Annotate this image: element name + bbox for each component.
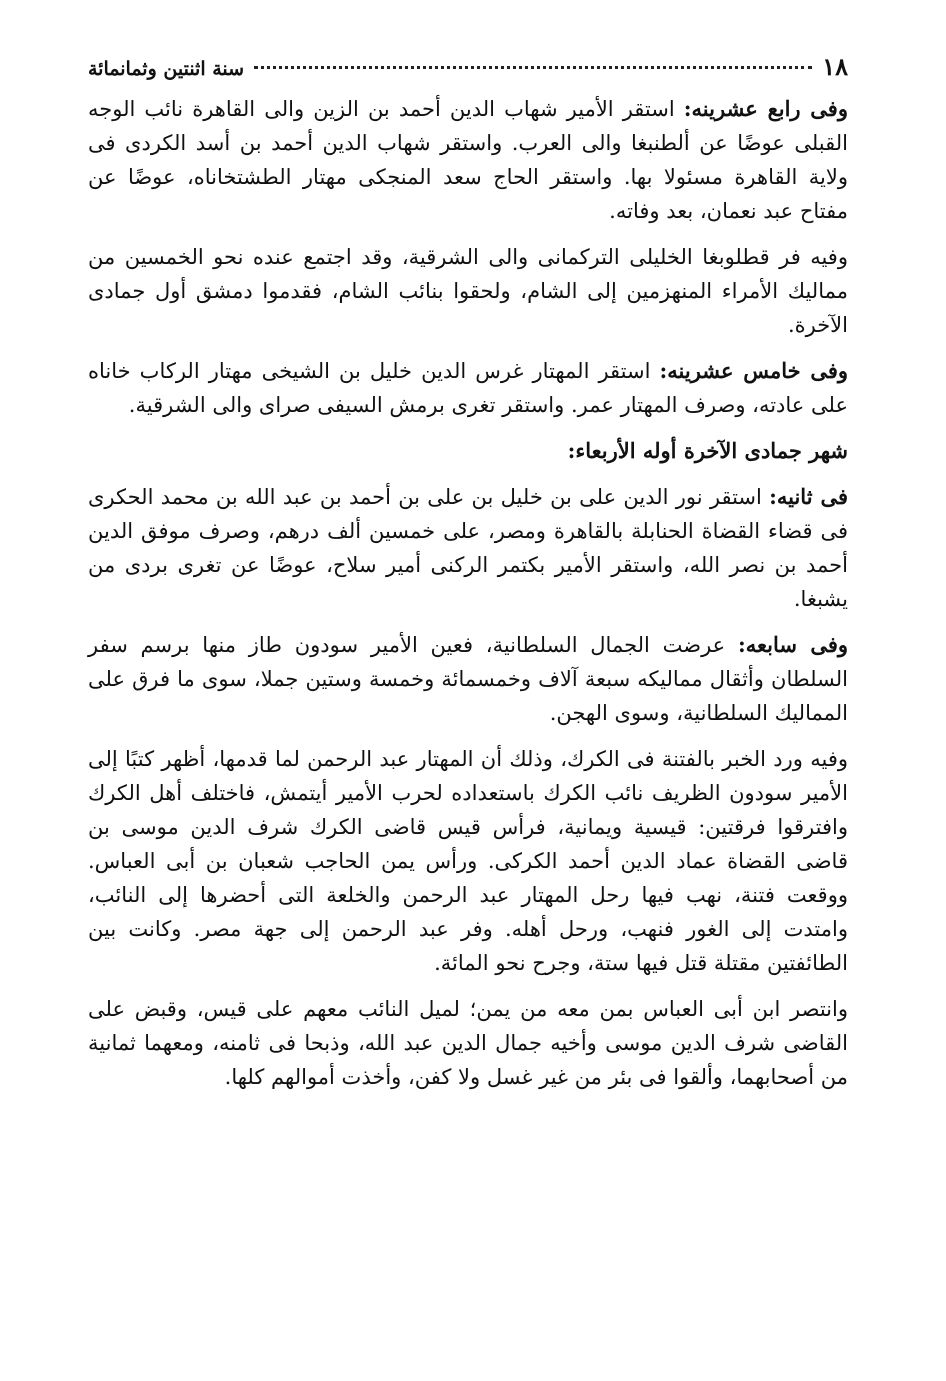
book-page: [88, 52, 848, 1106]
running-header: [88, 52, 848, 92]
paragraph-4: [88, 480, 848, 616]
paragraph-1: [88, 92, 848, 228]
paragraph-lead: وفى سابعه:: [737, 632, 848, 657]
paragraph-text: استقر الأمير شهاب الدين أحمد بن الزين والى القاهرة نائب الوجه القبلى عوضًا عن ألطنبغا والى العرب. واستقر شهاب الدين أحمد بن أسد الكردى فى ولاية القاهرة مسئولا بها. واستقر الحاج سعد المنجكى مهتار الطشتخاناه، عوضًا عن مفتاح عبد نعمان، بعد وفاته.: [88, 97, 848, 223]
paragraph-3: [88, 354, 848, 422]
paragraph-lead: فى ثانيه:: [769, 484, 848, 509]
paragraph-text: وفيه فر قطلوبغا الخليلى التركمانى والى الشرقية، وقد اجتمع عنده نحو الخمسين من مماليك الأمراء المنهزمين إلى الشام، ولحقوا بنائب الشام، فقدموا دمشق أول جمادى الآخرة.: [88, 245, 848, 337]
page-number: ١٨: [822, 52, 848, 81]
running-section-title: سنة اثنتين وثمانمائة: [88, 58, 245, 80]
paragraph-lead: وفى رابع عشرينه:: [683, 96, 848, 121]
paragraph-2: [88, 240, 848, 342]
paragraph-text: عرضت الجمال السلطانية، فعين الأمير سودون طاز منها برسم سفر السلطان وأثقال مماليكه سبعة آلاف وخمسمائة وخمسة وستين جملا، سوى ما فرق على المماليك السلطانية، وسوى الهجن.: [88, 633, 848, 725]
paragraph-text: وانتصر ابن أبى العباس بمن معه من يمن؛ لميل النائب معهم على قيس، وقبض على القاضى شرف الدين موسى وأخيه جمال الدين عبد الله، وذبحا فى ثامنه، ومعهما ثمانية من أصحابهما، وألقوا فى بئر من غير غسل ولا كفن، وأخذت أموالهم كلها.: [88, 997, 848, 1089]
paragraph-6: [88, 742, 848, 980]
dotted-leader: [254, 66, 812, 69]
paragraph-text: وفيه ورد الخبر بالفتنة فى الكرك، وذلك أن المهتار عبد الرحمن لما قدمها، أظهر كتبًا إلى الأمير سودون الظريف نائب الكرك باستعداده لحرب الأمير أيتمش، فاختلف أهل الكرك وافترقوا فرقتين: قيسية ويمانية، فرأس قيس قاضى الكرك شرف الدين موسى بن قاضى القضاة عماد الدين أحمد الكركى. ورأس يمن الحاجب شعبان بن أبى العباس. ووقعت فتنة، نهب فيها رحل المهتار عبد الرحمن والخلعة التى أحضرها إلى النائب، وامتدت إلى الغور فنهب، ورحل أهله. وفر عبد الرحمن إلى جهة مصر. وكانت بين الطائفتين مقتلة قتل فيها ستة، وجرح نحو المائة.: [88, 747, 848, 975]
month-heading: شهر جمادى الآخرة أوله الأربعاء:: [567, 438, 848, 463]
paragraph-text: استقر نور الدين على بن خليل بن على بن أحمد بن عبد الله بن محمد الحكرى فى قضاء القضاة الحنابلة بالقاهرة ومصر، على خمسين ألف درهم، وصرف موفق الدين أحمد بن نصر الله، واستقر الأمير بكتمر الركنى أمير سلاح، عوضًا عن تغرى بردى من يشبغا.: [88, 485, 848, 611]
paragraph-lead: وفى خامس عشرينه:: [659, 358, 849, 383]
paragraph-7: [88, 992, 848, 1094]
paragraph-text: استقر المهتار غرس الدين خليل بن الشيخى مهتار الركاب خاناه على عادته، وصرف المهتار عمر. واستقر تغرى برمش السيفى صراى والى الشرقية.: [88, 359, 848, 417]
paragraph-5: [88, 628, 848, 730]
